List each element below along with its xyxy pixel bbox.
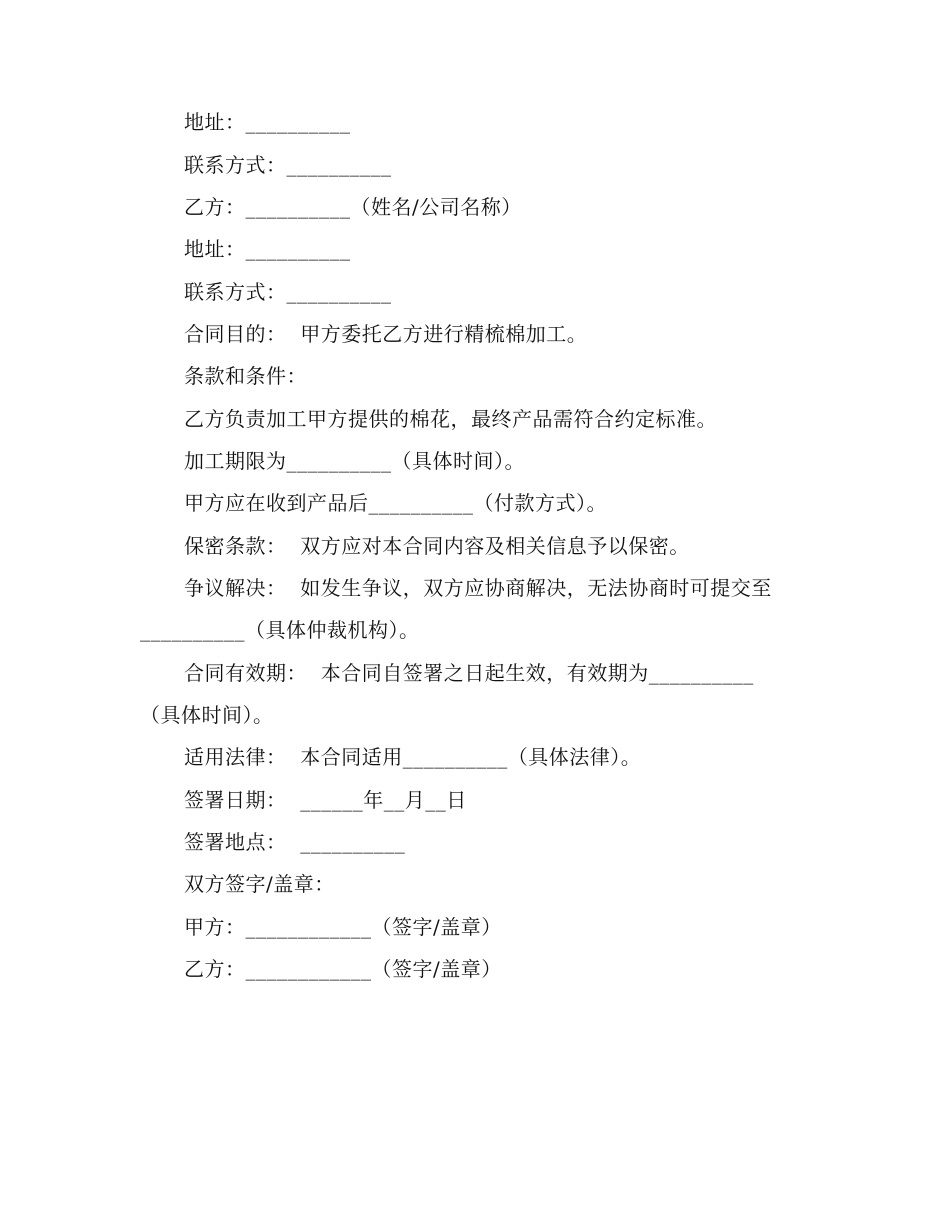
party-b-name-line: 乙方：__________（姓名/公司名称） <box>184 195 522 219</box>
contract-purpose-line: 合同目的： 甲方委托乙方进行精梳棉加工。 <box>184 322 588 346</box>
party-b-signature-line: 乙方：____________（签字/盖章） <box>184 957 502 981</box>
signing-date-line: 签署日期： ______年__月__日 <box>184 788 467 812</box>
dispute-resolution-continuation: __________（具体仲裁机构）。 <box>140 618 420 642</box>
validity-period-continuation: （具体时间）。 <box>140 703 274 727</box>
terms-heading: 条款和条件： <box>184 364 307 388</box>
payment-line: 甲方应在收到产品后__________（付款方式）。 <box>184 491 607 515</box>
dispute-resolution-line: 争议解决： 如发生争议，双方应协商解决，无法协商时可提交至 <box>184 576 772 600</box>
party-a-address-line: 地址：__________ <box>184 110 351 134</box>
party-a-contact-line: 联系方式：__________ <box>184 153 392 177</box>
governing-law-line: 适用法律： 本合同适用__________（具体法律）。 <box>184 745 642 769</box>
party-a-signature-line: 甲方：____________（签字/盖章） <box>184 915 502 939</box>
validity-period-line: 合同有效期： 本合同自签署之日起生效，有效期为__________ <box>184 661 754 685</box>
confidentiality-line: 保密条款： 双方应对本合同内容及相关信息予以保密。 <box>184 534 690 558</box>
signatures-heading: 双方签字/盖章： <box>184 872 335 896</box>
signing-place-line: 签署地点： __________ <box>184 830 406 854</box>
processing-period-line: 加工期限为__________（具体时间）。 <box>184 449 525 473</box>
party-b-address-line: 地址：__________ <box>184 237 351 261</box>
processing-responsibility-line: 乙方负责加工甲方提供的棉花，最终产品需符合约定标准。 <box>184 407 717 431</box>
party-b-contact-line: 联系方式：__________ <box>184 280 392 304</box>
